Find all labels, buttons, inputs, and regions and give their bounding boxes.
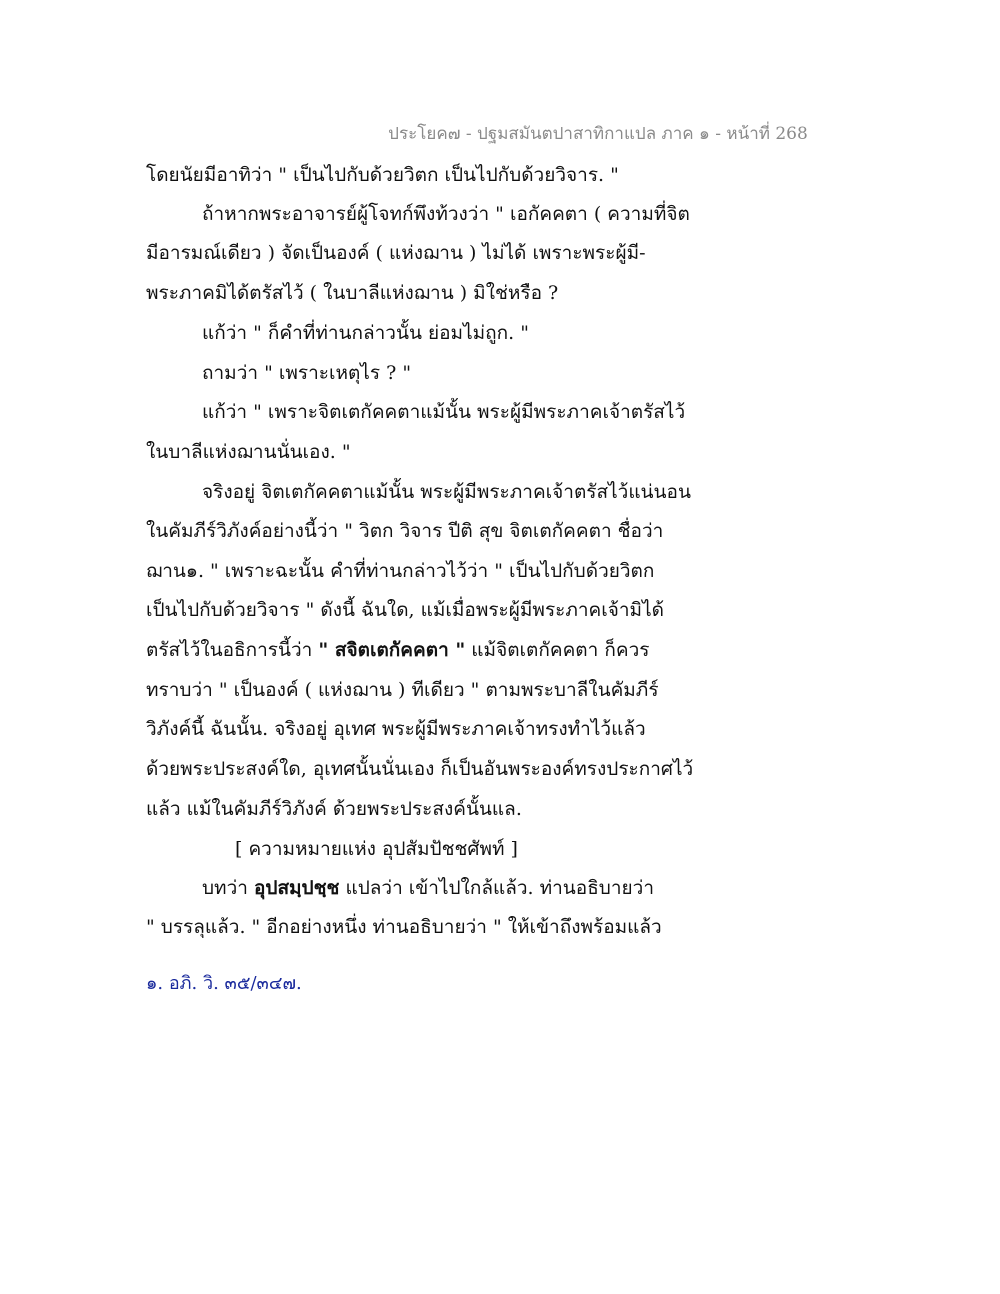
text-line: ในบาลีแห่งฌานนั่นเอง. "	[146, 441, 351, 463]
text-segment: แปลว่า เข้าไปใกล้แล้ว. ท่านอธิบายว่า	[339, 877, 655, 899]
text-line	[146, 637, 649, 663]
text-line: ถามว่า " เพราะเหตุไร ? "	[202, 362, 412, 384]
text-line: โดยนัยมีอาทิว่า " เป็นไปกับด้วยวิตก เป็นไปกับด้วยวิจาร. "	[146, 164, 619, 186]
text-line: ในคัมภีร์วิภังค์อย่างนี้ว่า " วิตก วิจาร ปีติ สุข จิตเตกัคคตา ชื่อว่า	[146, 520, 664, 542]
text-line: ถ้าหากพระอาจารย์ผู้โจทก์พึงท้วงว่า " เอกัคคตา ( ความที่จิต	[202, 203, 690, 225]
text-line: แล้ว แม้ในคัมภีร์วิภังค์ ด้วยพระประสงค์นั้นแล.	[146, 798, 522, 820]
text-line	[202, 875, 654, 901]
text-line: แก้ว่า " เพราะจิตเตกัคคตาแม้นั้น พระผู้มีพระภาคเจ้าตรัสไว้	[202, 401, 686, 423]
text-line: มีอารมณ์เดียว ) จัดเป็นองค์ ( แห่งฌาน ) ไม่ได้ เพราะพระผู้มี-	[146, 242, 646, 264]
text-line: ทราบว่า " เป็นองค์ ( แห่งฌาน ) ทีเดียว " ตามพระบาลีในคัมภีร์	[146, 679, 659, 701]
text-line: วิภังค์นี้ ฉันนั้น. จริงอยู่ อุเทศ พระผู้มีพระภาคเจ้าทรงทำไว้แล้ว	[146, 718, 646, 740]
text-line: " บรรลุแล้ว. " อีกอย่างหนึ่ง ท่านอธิบายว่า " ให้เข้าถึงพร้อมแล้ว	[146, 916, 662, 938]
text-segment: ตรัสไว้ในอธิการนี้ว่า	[146, 639, 319, 661]
section-heading: [ ความหมายแห่ง อุปสัมปัชชศัพท์ ]	[235, 838, 518, 860]
footnote: ๑. อภิ. วิ. ๓๕/๓๔๗.	[146, 973, 302, 994]
text-line: จริงอยู่ จิตเตกัคคตาแม้นั้น พระผู้มีพระภาคเจ้าตรัสไว้แน่นอน	[202, 481, 691, 503]
running-header	[0, 120, 1000, 147]
text-segment: บทว่า	[202, 877, 254, 899]
text-segment: แม้จิตเตกัคคตา ก็ควร	[465, 639, 650, 661]
text-line: ฌาน๑. " เพราะฉะนั้น คำที่ท่านกล่าวไว้ว่า " เป็นไปกับด้วยวิตก	[146, 560, 655, 582]
text-line: เป็นไปกับด้วยวิจาร " ดังนี้ ฉันใด, แม้เมื่อพระผู้มีพระภาคเจ้ามิได้	[146, 599, 664, 621]
running-title: ประโยค๗ - ปฐมสมันตปาสาทิกาแปล ภาค ๑ - หน้าที่ 268	[388, 124, 808, 144]
bold-term: อุปสมฺปชฺช	[253, 877, 340, 899]
bold-term: " สจิตเตกัคคตา "	[318, 639, 466, 661]
text-line: พระภาคมิได้ตรัสไว้ ( ในบาลีแห่งฌาน ) มิใช่หรือ ?	[146, 282, 559, 304]
text-line: แก้ว่า " ก็คำที่ท่านกล่าวนั้น ย่อมไม่ถูก. "	[202, 322, 529, 344]
text-line: ด้วยพระประสงค์ใด, อุเทศนั้นนั่นเอง ก็เป็นอันพระองค์ทรงประกาศไว้	[146, 758, 694, 780]
